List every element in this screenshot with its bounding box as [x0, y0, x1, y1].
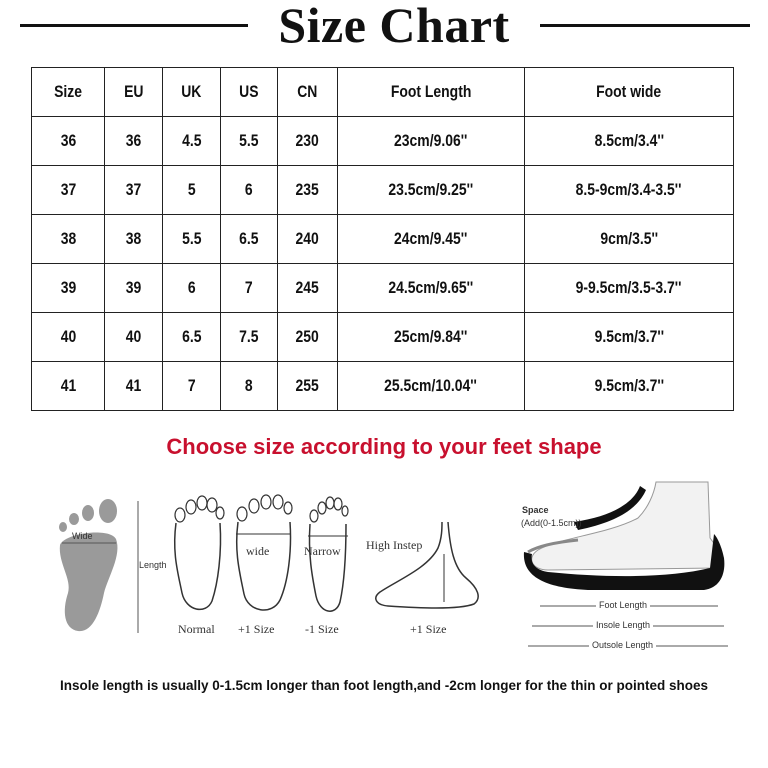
insole-length-label: Insole Length [593, 620, 653, 630]
table-cell: 41 [32, 362, 105, 411]
table-header-row [32, 68, 734, 117]
table-cell: 24cm/9.45'' [338, 215, 525, 264]
size-table [31, 67, 734, 411]
footprint-length-label: Length [139, 560, 167, 570]
table-cell: 6 [221, 166, 278, 215]
table-cell: 23cm/9.06'' [338, 117, 525, 166]
minus-one-size-label: -1 Size [305, 622, 339, 636]
table-cell: 255 [278, 362, 338, 411]
table-row [32, 166, 734, 215]
table-cell: 5.5 [163, 215, 221, 264]
table-cell: 8 [221, 362, 278, 411]
table-cell: 245 [278, 264, 338, 313]
header-uk: UK [163, 68, 221, 117]
table-cell: 23.5cm/9.25'' [338, 166, 525, 215]
table-cell: 37 [105, 166, 163, 215]
table-cell: 5.5 [221, 117, 278, 166]
table-cell: 40 [105, 313, 163, 362]
table-cell: 7 [221, 264, 278, 313]
table-cell: 9-9.5cm/3.5-3.7'' [525, 264, 734, 313]
normal-foot-icon [168, 493, 228, 618]
table-cell: 40 [32, 313, 105, 362]
table-cell: 25.5cm/10.04'' [338, 362, 525, 411]
title-rule-right [540, 24, 750, 27]
footprint-wide-label: Wide [72, 531, 93, 541]
foot-length-label: Foot Length [596, 600, 650, 610]
title-rule-left [20, 24, 248, 27]
table-cell: 240 [278, 215, 338, 264]
header-cn: CN [278, 68, 338, 117]
table-cell: 6 [163, 264, 221, 313]
shoe-cross-section-icon [518, 478, 730, 603]
high-instep-foot-icon [358, 518, 488, 618]
header-eu: EU [105, 68, 163, 117]
table-cell: 25cm/9.84'' [338, 313, 525, 362]
table-cell: 9cm/3.5'' [525, 215, 734, 264]
table-cell: 230 [278, 117, 338, 166]
table-cell: 39 [32, 264, 105, 313]
table-row [32, 313, 734, 362]
table-cell: 38 [105, 215, 163, 264]
table-cell: 9.5cm/3.7'' [525, 313, 734, 362]
foot-diagrams [40, 478, 740, 658]
table-row [32, 117, 734, 166]
narrow-label: Narrow [304, 544, 341, 558]
outsole-length-label: Outsole Length [589, 640, 656, 650]
space-label: Space [522, 505, 549, 515]
table-cell: 6.5 [221, 215, 278, 264]
table-cell: 39 [105, 264, 163, 313]
table-cell: 36 [105, 117, 163, 166]
title-banner [0, 0, 768, 52]
table-cell: 36 [32, 117, 105, 166]
feet-shape-heading: Choose size according to your feet shape [166, 434, 602, 459]
table-cell: 8.5-9cm/3.4-3.5'' [525, 166, 734, 215]
table-cell: 24.5cm/9.65'' [338, 264, 525, 313]
table-cell: 7 [163, 362, 221, 411]
table-cell: 9.5cm/3.7'' [525, 362, 734, 411]
header-us: US [221, 68, 278, 117]
header-foot-wide: Foot wide [525, 68, 734, 117]
space-add-label: (Add(0-1.5cm)) [521, 518, 582, 528]
table-cell: 5 [163, 166, 221, 215]
table-row [32, 215, 734, 264]
plus-one-size-label-instep: +1 Size [410, 622, 447, 636]
table-cell: 8.5cm/3.4'' [525, 117, 734, 166]
insole-note: Insole length is usually 0-1.5cm longer than foot length,and -2cm longer for the thin or pointed shoes [59, 678, 709, 693]
page-title: Size Chart [278, 0, 510, 53]
table-cell: 6.5 [163, 313, 221, 362]
table-cell: 41 [105, 362, 163, 411]
table-cell: 38 [32, 215, 105, 264]
header-size: Size [32, 68, 105, 117]
table-cell: 250 [278, 313, 338, 362]
table-row [32, 264, 734, 313]
wide-label: wide [246, 544, 270, 558]
plus-one-size-label: +1 Size [238, 622, 275, 636]
table-cell: 4.5 [163, 117, 221, 166]
high-instep-label: High Instep [366, 538, 423, 552]
table-row [32, 362, 734, 411]
table-cell: 235 [278, 166, 338, 215]
header-foot-length: Foot Length [338, 68, 525, 117]
table-cell: 7.5 [221, 313, 278, 362]
normal-label: Normal [178, 622, 215, 636]
table-cell: 37 [32, 166, 105, 215]
